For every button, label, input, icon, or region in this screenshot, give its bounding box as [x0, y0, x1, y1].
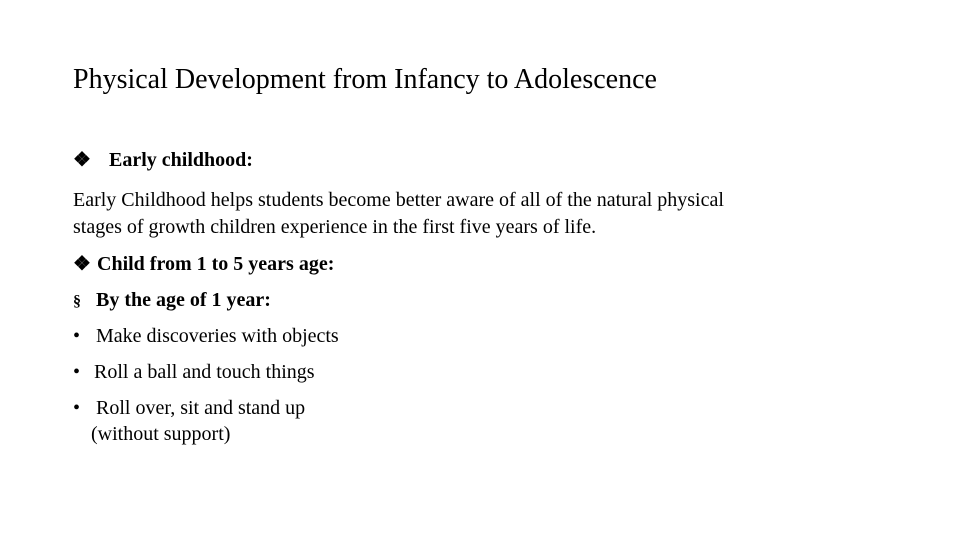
list-item-label: Make discoveries with objects: [96, 325, 339, 347]
by-age-one-label: By the age of 1 year:: [96, 289, 271, 311]
early-childhood-label: Early childhood:: [109, 149, 253, 171]
list-item-continuation: (without support): [91, 423, 231, 445]
dot-bullet-icon: •: [73, 397, 81, 419]
early-childhood-heading: [73, 148, 253, 172]
age-range-label: Child from 1 to 5 years age:: [97, 253, 335, 275]
description-line-2: stages of growth children experience in the first five years of life.: [73, 216, 597, 238]
dot-bullet-icon: •: [73, 361, 81, 383]
square-bullet-icon: §: [73, 293, 81, 310]
list-item: [73, 396, 305, 420]
diamond-bullet-icon: ❖: [73, 149, 91, 171]
list-item-label: Roll a ball and touch things: [94, 361, 315, 383]
list-item: [73, 360, 315, 384]
by-age-one-heading: [73, 288, 271, 314]
description-line-1: Early Childhood helps students become better aware of all of the natural physical: [73, 189, 724, 211]
dot-bullet-icon: •: [73, 325, 81, 347]
list-item: [73, 324, 339, 348]
list-item-label: Roll over, sit and stand up: [96, 397, 306, 419]
diamond-bullet-icon: ❖: [73, 253, 91, 275]
slide-title: Physical Development from Infancy to Adolescence: [73, 64, 657, 95]
age-range-heading: [73, 252, 334, 276]
